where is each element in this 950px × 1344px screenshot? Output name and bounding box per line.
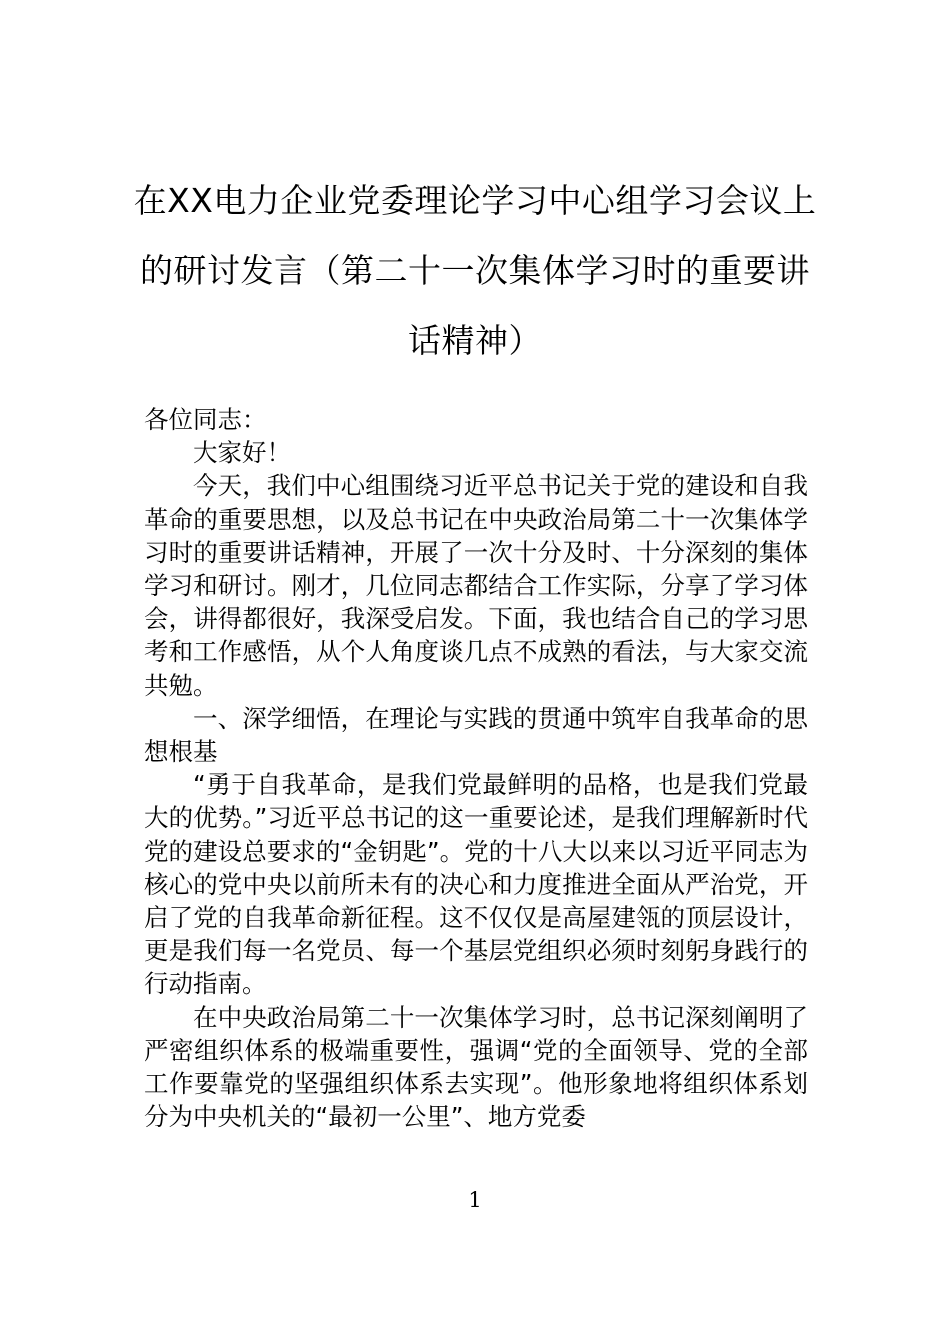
section-heading-1: 一、深学细悟，在理论与实践的贯通中筑牢自我革命的思想根基 [144, 703, 808, 767]
paragraph-intro: 今天，我们中心组围绕习近平总书记关于党的建设和自我革命的重要思想，以及总书记在中央政治局第二十一次集体学习时的重要讲话精神，开展了一次十分及时、十分深刻的集体学习和研讨。刚才，几位同志都结合工作实际，分享了学习体会，讲得都很好，我深受启发。下面，我也结合自己的学习思考和工作感悟，从个人角度谈几点不成熟的看法，与大家交流共勉。 [144, 471, 808, 700]
salutation: 各位同志： [144, 405, 267, 434]
page-number: 1 [468, 1188, 482, 1212]
document-title: 在XX电力企业党委理论学习中心组学习会议上的研讨发言（第二十一次集体学习时的重要讲话精神） [133, 181, 817, 360]
paragraph: 在中央政治局第二十一次集体学习时，总书记深刻阐明了严密组织体系的极端重要性，强调“党的全面领导、党的全部工作要靠党的坚强组织体系去实现”。他形象地将组织体系划分为中央机关的“最初一公里”、地方党委 [144, 1002, 808, 1132]
document-body [144, 403, 808, 1133]
paragraph: “勇于自我革命，是我们党最鲜明的品格，也是我们党最大的优势。”习近平总书记的这一重要论述，是我们理解新时代党的建设总要求的“金钥匙”。党的十八大以来以习近平同志为核心的党中央以前所未有的决心和力度推进全面从严治党，开启了党的自我革命新征程。这不仅仅是高屋建瓴的顶层设计，更是我们每一名党员、每一个基层党组织必须时刻躬身践行的行动指南。 [144, 770, 808, 999]
greeting: 大家好！ [193, 438, 291, 468]
